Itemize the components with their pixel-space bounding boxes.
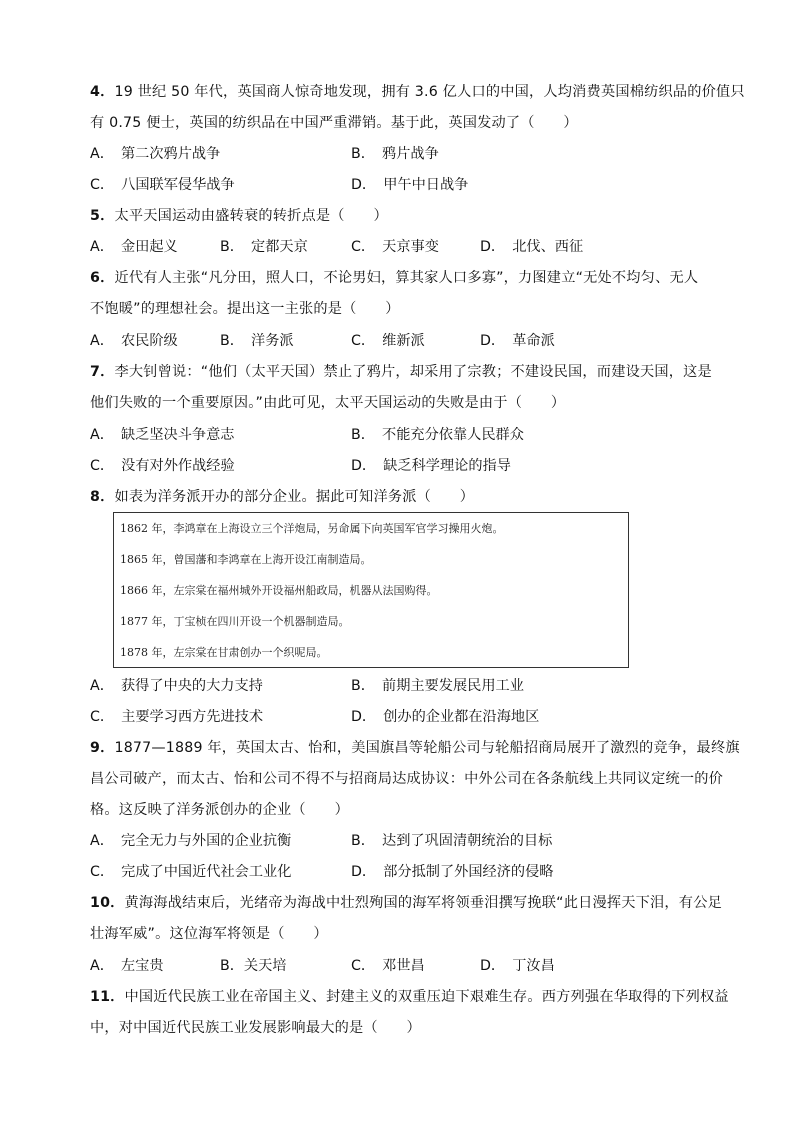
question-9-line-2: 昌公司破产，而太古、怡和公司不得不与招商局达成协议：中外公司在各条航线上共同议定统一的价 [90,771,724,787]
question-number: 11． [90,989,125,1005]
question-5-option-d[interactable]: D． 北伐、西征 [480,239,584,255]
question-4-line-2: 有 0.75 便士，英国的纺织品在中国严重滞销。基于此，英国发动了（ ） [90,115,578,131]
question-7-option-d[interactable]: D． 缺乏科学理论的指导 [351,458,511,474]
table-row: 1878 年，左宗棠在甘肃创办一个织呢局。 [120,646,328,659]
question-10-option-d[interactable]: D． 丁汝昌 [480,958,555,974]
question-text: 19 世纪 50 年代，英国商人惊奇地发现，拥有 3.6 亿人口的中国，人均消费英国棉纺织品的价值只 [114,84,745,100]
table-row: 1865 年，曾国藩和李鸿章在上海开设江南制造局。 [120,553,372,566]
question-number: 9． [90,740,115,756]
question-7-option-c[interactable]: C． 没有对外作战经验 [90,458,235,474]
question-number: 8． [90,489,115,505]
question-7-option-b[interactable]: B． 不能充分依靠人民群众 [351,427,524,443]
question-text: 中国近代民族工业在帝国主义、封建主义的双重压迫下艰难生存。西方列强在华取得的下列权益 [124,989,729,1005]
question-10-option-c[interactable]: C． 邓世昌 [351,958,425,974]
question-8-option-a[interactable]: A． 获得了中央的大力支持 [90,678,263,694]
question-11-line-1 [90,987,729,1007]
question-10-line-1 [90,893,722,913]
question-4-option-d[interactable]: D． 甲午中日战争 [351,177,469,193]
question-5-line-1 [90,206,388,226]
question-4-option-c[interactable]: C． 八国联军侵华战争 [90,177,235,193]
question-text: 黄海海战结束后，光绪帝为海战中壮烈殉国的海军将领垂泪撰写挽联“此日漫挥天下泪，有公足 [124,895,722,911]
question-6-line-2: 不饱暖”的理想社会。提出这一主张的是（ ） [90,301,400,317]
table-row: 1866 年，左宗棠在福州城外开设福州船政局，机器从法国购得。 [120,584,438,597]
question-10-option-a[interactable]: A． 左宝贵 [90,958,164,974]
question-8-option-b[interactable]: B． 前期主要发展民用工业 [351,678,524,694]
question-9-option-c[interactable]: C． 完成了中国近代社会工业化 [90,864,292,880]
question-text: 近代有人主张“凡分田，照人口，不论男妇，算其家人口多寡”，力图建立“无处不均匀、无人 [114,270,699,286]
question-6-option-d[interactable]: D． 革命派 [480,333,555,349]
question-5-option-b[interactable]: B． 定都天京 [220,239,308,255]
question-7-line-1 [90,362,712,382]
question-8-option-c[interactable]: C． 主要学习西方先进技术 [90,709,264,725]
question-6-option-a[interactable]: A． 农民阶级 [90,333,178,349]
question-number: 6． [90,270,115,286]
question-9-line-1 [90,738,740,758]
question-number: 4． [90,84,115,100]
question-9-option-b[interactable]: B． 达到了巩固清朝统治的目标 [351,833,553,849]
question-9-option-a[interactable]: A． 完全无力与外国的企业抗衡 [90,833,292,849]
question-8-line-1 [90,487,474,507]
question-11-line-2: 中，对中国近代民族工业发展影响最大的是（ ） [90,1020,421,1036]
question-text: 太平天国运动由盛转衰的转折点是（ ） [114,208,388,224]
question-8-option-d[interactable]: D． 创办的企业都在沿海地区 [351,709,540,725]
question-4-option-a[interactable]: A． 第二次鸦片战争 [90,146,221,162]
enterprise-table [113,512,629,668]
question-9-line-3: 格。这反映了洋务派创办的企业（ ） [90,802,349,818]
question-5-option-a[interactable]: A． 金田起义 [90,239,178,255]
question-6-option-c[interactable]: C． 维新派 [351,333,425,349]
question-6-option-b[interactable]: B． 洋务派 [220,333,294,349]
question-7-option-a[interactable]: A． 缺乏坚决斗争意志 [90,427,235,443]
question-4-line-1 [90,82,745,102]
question-5-option-c[interactable]: C． 天京事变 [351,239,439,255]
question-7-line-2: 他们失败的一个重要原因。”由此可见，太平天国运动的失败是由于（ ） [90,395,566,411]
question-9-option-d[interactable]: D． 部分抵制了外国经济的侵略 [351,864,554,880]
question-number: 10． [90,895,125,911]
table-row: 1862 年，李鸿章在上海设立三个洋炮局，另命属下向英国军官学习操用火炮。 [120,522,504,535]
question-10-option-b[interactable]: B．关天培 [220,958,287,974]
question-10-line-2: 壮海军威”。这位海军将领是（ ） [90,926,328,942]
question-text: 1877—1889 年，英国太古、怡和，美国旗昌等轮船公司与轮船招商局展开了激烈的竞争，最终旗 [114,740,740,756]
table-row: 1877 年，丁宝桢在四川开设一个机器制造局。 [120,615,350,628]
question-6-line-1 [90,268,698,288]
question-number: 5． [90,208,115,224]
question-4-option-b[interactable]: B． 鸦片战争 [351,146,439,162]
question-number: 7． [90,364,115,380]
question-text: 如表为洋务派开办的部分企业。据此可知洋务派（ ） [114,489,475,505]
question-text: 李大钊曾说：“他们（太平天国）禁止了鸦片，却采用了宗教；不建设民国，而建设天国，这是 [114,364,712,380]
